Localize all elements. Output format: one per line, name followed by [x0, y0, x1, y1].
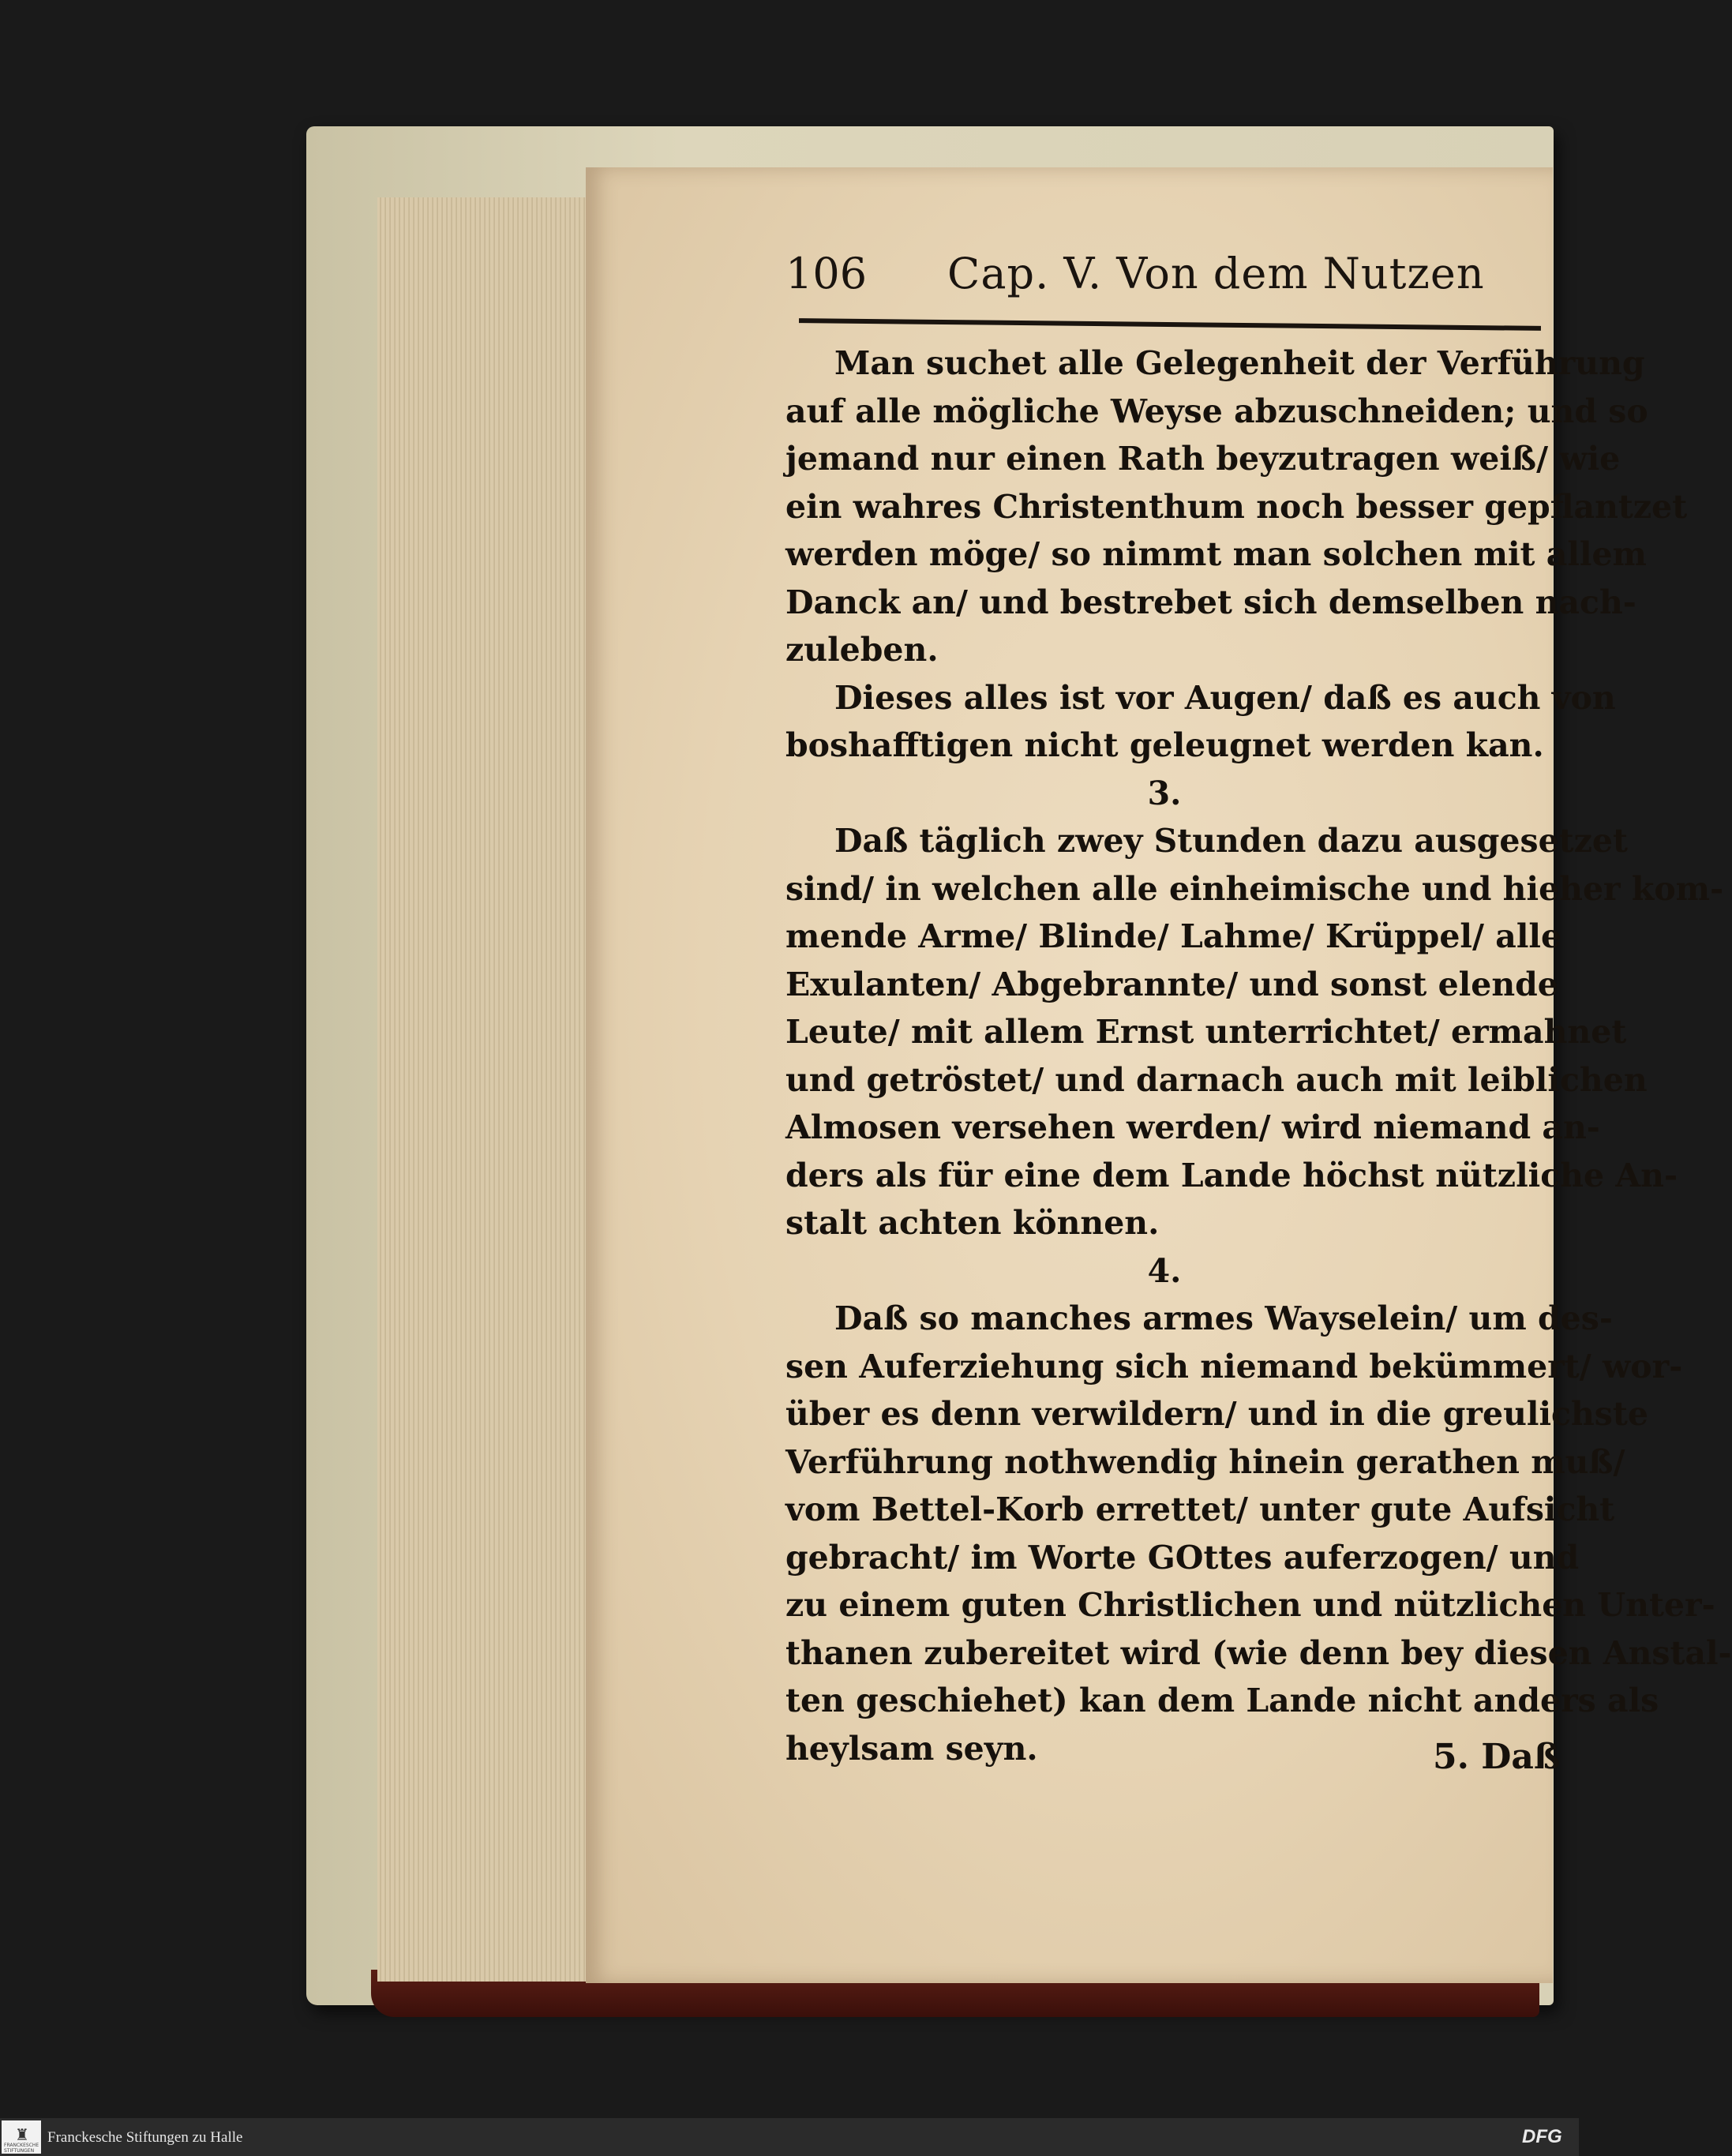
footer-institution: Franckesche Stiftungen zu Halle — [47, 2129, 243, 2146]
text-line: gebracht/ im Worte GOttes auferzogen/ und — [785, 1538, 1580, 1577]
text-line: heylsam seyn. — [785, 1729, 1038, 1768]
text-line: zuleben. — [785, 631, 939, 669]
text-line: ders als für eine dem Lande höchst nützliche An- — [785, 1156, 1678, 1194]
text-line: ein wahres Christenthum noch besser gepflantzet — [785, 487, 1688, 526]
text-line: Dieses alles ist vor Augen/ daß es auch von — [834, 678, 1616, 717]
page-stack-edges — [377, 197, 592, 1982]
text-line: sind/ in welchen alle einheimische und hieher kom- — [785, 869, 1724, 908]
page-number: 106 — [785, 249, 868, 298]
text-line: Daß täglich zwey Stunden dazu ausgesetzet — [834, 822, 1628, 860]
institution-logo — [2, 2120, 41, 2154]
text-line: Daß so manches armes Wayselein/ um des- — [834, 1299, 1613, 1337]
text-line: Leute/ mit allem Ernst unterrichtet/ ermahnet — [785, 1013, 1627, 1051]
text-line: über es denn verwildern/ und in die greulichste — [785, 1395, 1648, 1433]
text-line: auf alle mögliche Weyse abzuschneiden; und so — [785, 392, 1648, 430]
text-line: Almosen versehen werden/ wird niemand an- — [785, 1108, 1600, 1146]
text-line: Verführung nothwendig hinein gerathen muß/ — [785, 1442, 1625, 1481]
text-line: vom Bettel-Korb errettet/ unter gute Aufsicht — [785, 1490, 1615, 1528]
catchword: 5. Daß — [1433, 1737, 1561, 1777]
text-line: Exulanten/ Abgebrannte/ und sonst elende — [785, 965, 1558, 1003]
dfg-logo: DFG — [1522, 2126, 1562, 2147]
text-line: und getröstet/ und darnach auch mit leiblichen — [785, 1060, 1648, 1099]
text-line: 3. — [1147, 774, 1182, 812]
logo-icon: ♜ — [15, 2125, 29, 2144]
text-line: stalt achten können. — [785, 1204, 1160, 1242]
running-head: Cap. V. Von dem Nutzen — [947, 249, 1485, 298]
text-line: ten geschiehet) kan dem Lande nicht anders als — [785, 1682, 1659, 1719]
text-line: Man suchet alle Gelegenheit der Verführung — [834, 344, 1645, 382]
text-line: boshafftigen nicht geleugnet werden kan. — [785, 726, 1544, 764]
text-line: mende Arme/ Blinde/ Lahme/ Krüppel/ alle — [785, 917, 1562, 955]
body-text — [785, 339, 1732, 1772]
text-line: sen Auferziehung sich niemand bekümmert/ wor- — [785, 1347, 1683, 1385]
logo-caption: FRANCKESCHE STIFTUNGEN — [4, 2143, 39, 2154]
text-line: zu einem guten Christlichen und nützlichen Unter- — [785, 1586, 1715, 1624]
text-line: thanen zubereitet wird (wie denn bey diesen Anstal- — [785, 1633, 1732, 1672]
text-line: Danck an/ und bestrebet sich demselben nach- — [785, 583, 1636, 621]
text-line: 4. — [1147, 1251, 1182, 1290]
page-header — [785, 249, 1543, 312]
text-line: werden möge/ so nimmt man solchen mit allem — [785, 535, 1647, 573]
text-line: jemand nur einen Rath beyzutragen weiß/ wie — [785, 440, 1621, 478]
